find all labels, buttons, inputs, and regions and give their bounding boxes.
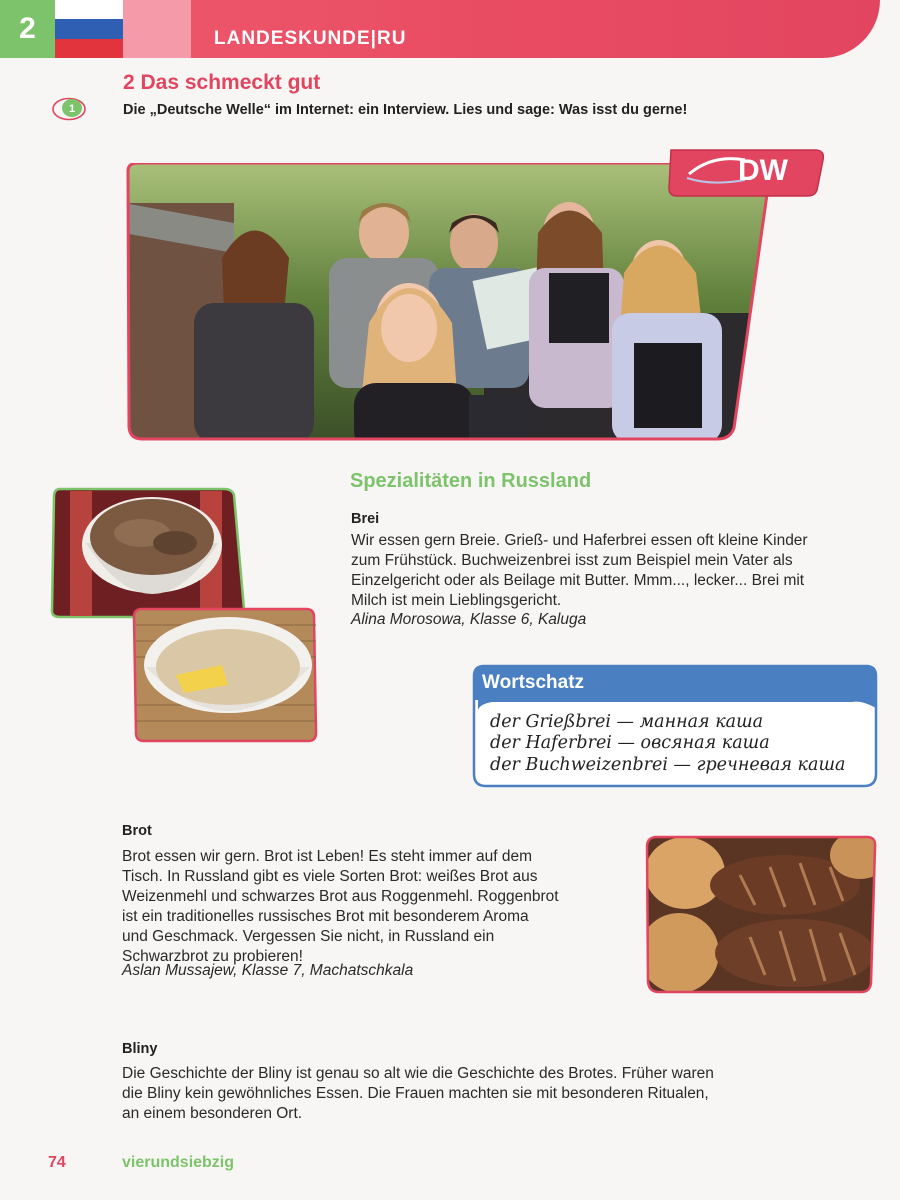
bread-photo <box>645 835 878 995</box>
chapter-number: 2 <box>0 0 55 58</box>
buckwheat-porridge-photo <box>50 485 250 620</box>
wortschatz-title: Wortschatz <box>482 672 585 693</box>
bliny-paragraph <box>122 1064 818 1124</box>
lesson-title: 2 Das schmeckt gut <box>123 71 321 94</box>
vocab-line: der Haferbrei — овсяная каша <box>490 733 770 753</box>
dw-logo-badge <box>665 146 827 198</box>
section-title: LANDESKUNDE|RU <box>214 28 407 49</box>
russian-flag-icon <box>55 0 123 58</box>
text-line: Einzelgericht oder als Beilage mit Butter. Mmm..., lecker... Brei mit <box>351 572 805 589</box>
dw-logo-text: DW <box>738 154 788 187</box>
text-line: ist ein traditionelles russisches Brot mit besonderem Aroma <box>122 908 529 925</box>
brot-author: Aslan Mussajew, Klasse 7, Machatschkala <box>122 962 414 979</box>
brot-paragraph <box>122 847 614 967</box>
page-number-word: vierundsiebzig <box>122 1154 235 1171</box>
text-line: Milch ist mein Lieblingsgericht. <box>351 592 562 609</box>
task-number-badge <box>52 97 86 121</box>
text-line: an einem besonderen Ort. <box>122 1105 303 1122</box>
text-line: Tisch. In Russland gibt es viele Sorten Brot: weißes Brot aus <box>122 868 538 885</box>
text-line: Weizenmehl und schwarzes Brot aus Roggenmehl. Roggenbrot <box>122 888 559 905</box>
text-line: zum Frühstück. Buchweizenbrei isst zum Beispiel mein Vater als <box>351 552 793 569</box>
vocab-line: der Buchweizenbrei — гречневая каша <box>490 755 846 775</box>
text-line: und Geschmack. Vergessen Sie nicht, in Russland ein <box>122 928 495 945</box>
brot-heading: Brot <box>122 823 152 839</box>
brei-author: Alina Morosowa, Klasse 6, Kaluga <box>351 611 587 628</box>
brei-paragraph <box>351 531 881 611</box>
text-line: die Bliny kein gewöhnliches Essen. Die Frauen machten sie mit besonderen Ritualen, <box>122 1085 709 1102</box>
bliny-heading: Bliny <box>122 1041 158 1057</box>
specialities-heading: Spezialitäten in Russland <box>350 470 592 492</box>
header-decor-block <box>123 0 191 58</box>
text-line: Die Geschichte der Bliny ist genau so alt wie die Geschichte des Brotes. Früher waren <box>122 1065 714 1082</box>
group-photo <box>124 163 774 443</box>
text-line: Brot essen wir gern. Brot ist Leben! Es steht immer auf dem <box>122 848 533 865</box>
text-line: Wir essen gern Breie. Grieß- und Haferbrei essen oft kleine Kinder <box>351 532 808 549</box>
text-line: Schwarzbrot zu probieren! <box>122 948 303 965</box>
task-number: 1 <box>68 103 76 115</box>
task-instruction: Die „Deutsche Welle“ im Internet: ein Interview. Lies und sage: Was isst du gerne! <box>123 102 688 118</box>
oatmeal-porridge-photo <box>132 605 320 745</box>
page-number: 74 <box>48 1154 66 1171</box>
brei-heading: Brei <box>351 511 380 527</box>
vocab-line: der Grießbrei — манная каша <box>490 712 764 732</box>
